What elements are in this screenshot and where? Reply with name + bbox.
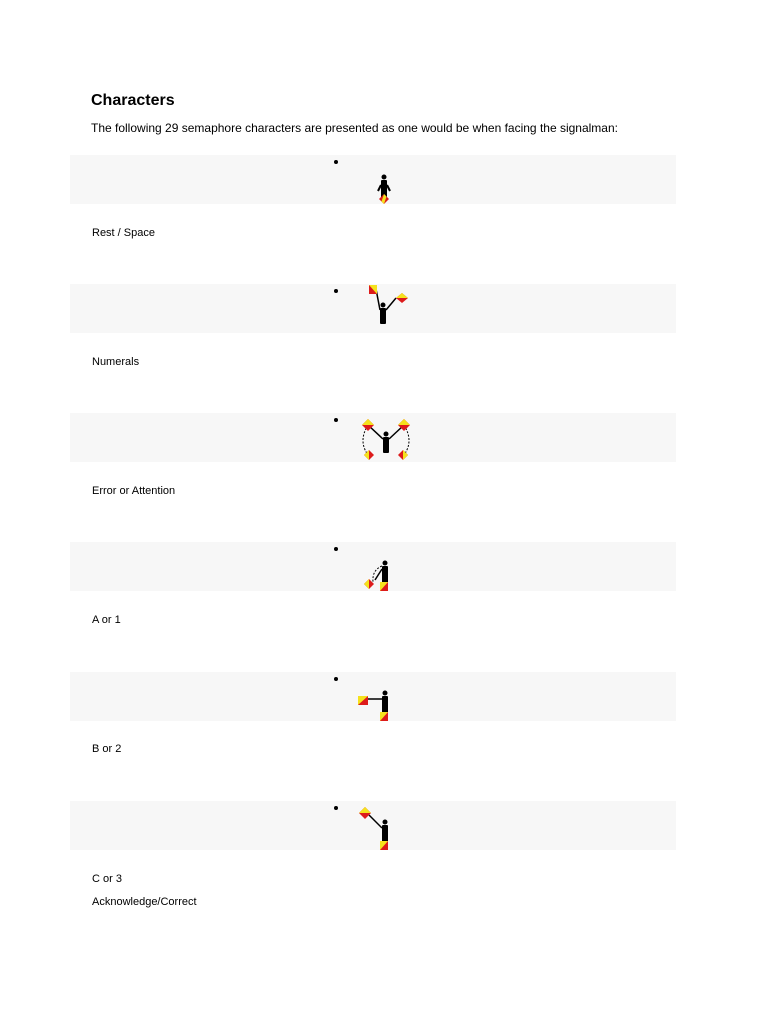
- signal-row: [70, 542, 676, 591]
- error-attention-signal-icon: [356, 413, 416, 462]
- b-or-2-signal-icon: [356, 672, 416, 721]
- signal-row: [70, 284, 676, 333]
- numerals-signal-icon: [356, 284, 416, 333]
- c-or-3-signal-icon: [356, 801, 416, 850]
- signal-row: [70, 413, 676, 462]
- signal-row: [70, 801, 676, 850]
- bullet-icon: [334, 806, 338, 810]
- signal-row: [70, 672, 676, 721]
- signal-caption: B or 2: [92, 743, 122, 755]
- bullet-icon: [334, 160, 338, 164]
- section-title: Characters: [91, 92, 175, 109]
- rest-signal-icon: [356, 155, 416, 204]
- bullet-icon: [334, 677, 338, 681]
- signal-caption: Error or Attention: [92, 485, 176, 497]
- signal-caption: A or 1: [92, 614, 121, 626]
- signal-row: [70, 155, 676, 204]
- bullet-icon: [334, 289, 338, 293]
- acknowledge-note: Acknowledge/Correct: [92, 896, 197, 908]
- bullet-icon: [334, 418, 338, 422]
- a-or-1-signal-icon: [356, 542, 416, 591]
- signal-caption: C or 3: [92, 873, 122, 885]
- bullet-icon: [334, 547, 338, 551]
- intro-text: The following 29 semaphore characters are presented as one would be when facing the signalman:: [91, 121, 618, 135]
- signal-caption: Rest / Space: [92, 227, 155, 239]
- signal-caption: Numerals: [92, 356, 140, 368]
